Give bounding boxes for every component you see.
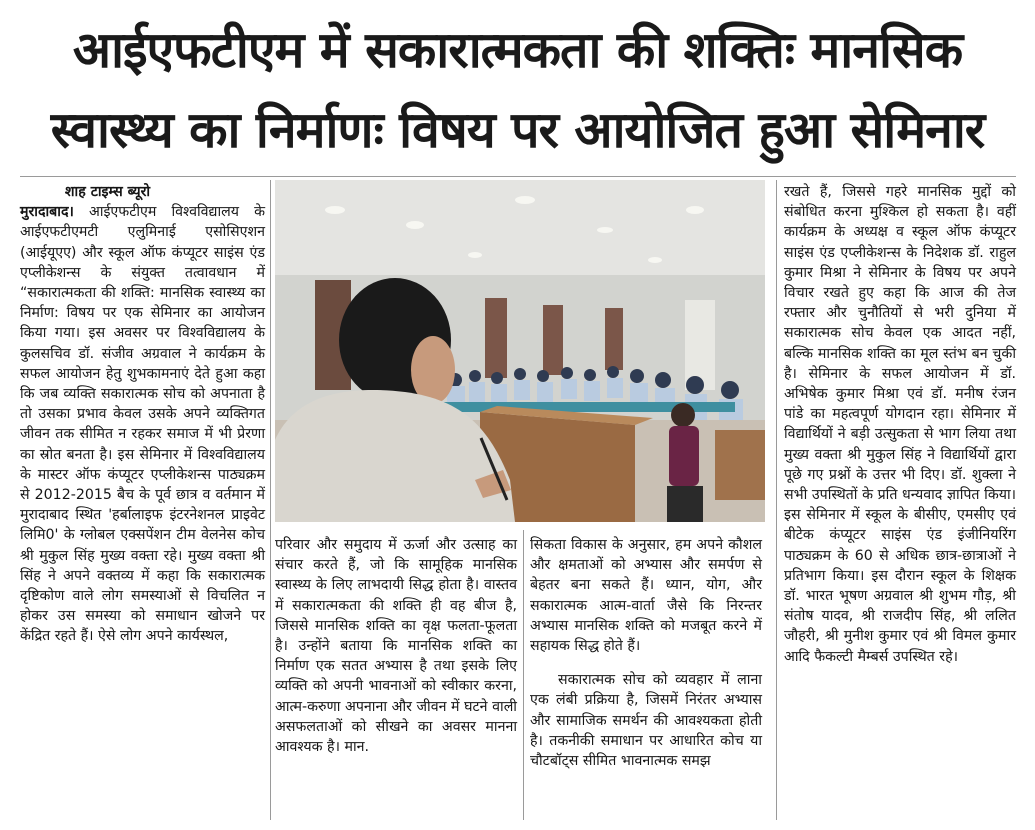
- column-2-text: परिवार और समुदाय में ऊर्जा और उत्साह का संचार करते हैं, जो कि सामूहिक मानसिक स्वास्थ्य के लिए लाभदायी सिद्ध होता है। वास्तव में सकारात्मकता की शक्ति ही वह बीज है, जिससे मानसिक शक्ति का वृक्ष फलता-फूलता है। उन्होंने बताया कि मानसिक शक्ति का निर्माण एक सतत अभ्यास है तथा इसके लिए व्यक्ति को अपनी भावनाओं को स्वीकार करना, आत्म-करुणा अपनाना और जीवन में घटने वाली असफलताओं को सीखने का अवसर मानना आवश्यक है। मान.: [275, 537, 517, 756]
- dateline: मुरादाबाद।: [20, 204, 74, 221]
- byline: शाह टाइम्स ब्यूरो: [64, 184, 151, 200]
- headline: [0, 10, 1035, 170]
- column-3-text-2: सकारात्मक सोच को व्यवहार में लाना एक लंबी प्रक्रिया है, जिसमें निरंतर अभ्यास और सामाजिक समर्थन की आवश्यकता होती है। तकनीकी समाधान पर आधारित कोच या चौटबॉट्स सीमित भावनात्मक समझ: [530, 672, 762, 770]
- article-column-4: [784, 182, 1016, 667]
- column-rule-2: [523, 530, 524, 820]
- column-4-text: रखते हैं, जिससे गहरे मानसिक मुद्दों को संबोधित करना मुश्किल हो सकता है। वहीं कार्यक्रम के अध्यक्ष व स्कूल ऑफ कंप्यूटर साइंस एंड एप्लीकेशन्स के निदेशक डॉ. राहुल कुमार मिश्रा ने सेमिनार के विषय पर अपने विचार रखते हुए कहा कि आज की तेज रफ्तार और चुनौतियों से भरी दुनिया में सकारात्मक सोच केवल एक आदत नहीं, बल्कि मानसिक शक्ति का मूल स्तंभ बन चुकी है। सेमिनार के सफल आयोजन में डॉ. अभिषेक कुमार मिश्रा एवं डॉ. मनीष रंजन पांडे का महत्वपूर्ण योगदान रहा। सेमिनार में विद्यार्थियों ने बड़ी उत्सुकता से भाग लिया तथा मुख्य वक्ता श्री मुकुल सिंह ने विद्यार्थियों द्वारा पूछे गए प्रश्नों के उत्तर भी दिए। डॉ. शुक्ला ने सभी उपस्थितों के प्रति धन्यवाद ज्ञापित किया। इस सेमिनार में स्कूल के बीसीए, एमसीए एवं बीटेक कंप्यूटर साइंस एंड इंजीनियरिंग पाठ्यक्रम के 60 से अधिक छात्र-छात्राओं ने प्रतिभाग किया। इस दौरान स्कूल के शिक्षक डॉ. भारत भूषण अग्रवाल श्री शुभम गौड़, श्री संतोष यादव, श्री राजदीप सिंह, श्री ललित जौहरी, श्री मुनीश कुमार एवं श्री विमल कुमार आदि फैकल्टी मैम्बर्स उपस्थित रहे।: [784, 184, 1016, 665]
- column-3-text-1: सिकता विकास के अनुसार, हम अपने कौशल और क्षमताओं को अभ्यास और समर्पण से बेहतर बना सकते हैं। ध्यान, योग, और सकारात्मक आत्म-वार्ता जैसे कि निरन्तर अभ्यास मानसिक शक्ति को मजबूत करने में सहायक सिद्ध होते हैं।: [530, 537, 762, 655]
- column-1-text: आईएफटीएम विश्वविद्यालय के आईएफटीएमटी एलुमिनाई एसोसिएशन (आईयूएए) और स्कूल ऑफ कंप्यूटर साइंस एंड एप्लीकेशन्स के संयुक्त तत्वावधान में “सकारात्मकता की शक्ति: मानसिक स्वास्थ्य का निर्माण: विषय पर एक सेमिनार का आयोजन किया गया। इस अवसर पर विश्वविद्यालय के कुलसचिव डॉ. संजीव अग्रवाल ने कार्यक्रम के सफल आयोजन हेतु शुभकामनाएं देते हुआ कहा कि जब व्यक्ति सकारात्मक सोच को अपनाता है तो उसका प्रभाव केवल उसके अपने व्यक्तिगत जीवन तक सीमित न रहकर समाज में भी प्रेरणा का स्रोत बनता है। इस सेमिनार में विश्वविद्यालय के मास्टर ऑफ कंप्यूटर एप्लीकेशन्स पाठ्यक्रम से 2012-2015 बैच के पूर्व छात्र व वर्तमान में मुरादाबाद स्थित 'हर्बालाइफ इंटरनेशनल प्राइवेट लिमि0' के ग्लोबल एक्सपेंशन टीम वेलनेस कोच श्री मुकुल सिंह मुख्य वक्ता रहे। मुख्य वक्ता श्री सिंह ने अपने वक्तव्य में कहा कि सकारात्मक दृष्टिकोण वाले लोग समस्याओं से विचलित न होकर उस समस्या को समाधान खोजने पर केंद्रित रहते हैं। ऐसे लोग अपने कार्यस्थल,: [20, 204, 265, 645]
- seminar-photo: [275, 180, 765, 522]
- headline-line-1: आईएफटीएम में सकारात्मकता की शक्तिः मानसिक: [72, 21, 963, 79]
- column-rule-3: [776, 180, 777, 820]
- article-column-3: [530, 535, 762, 771]
- column-rule-1: [270, 180, 271, 820]
- top-rule: [20, 176, 1016, 177]
- article-column-1: [20, 182, 265, 647]
- seminar-photo-image: [275, 180, 765, 522]
- article-column-2: [275, 535, 517, 757]
- headline-line-2: स्वास्थ्य का निर्माणः विषय पर आयोजित हुआ सेमिनार: [50, 101, 985, 159]
